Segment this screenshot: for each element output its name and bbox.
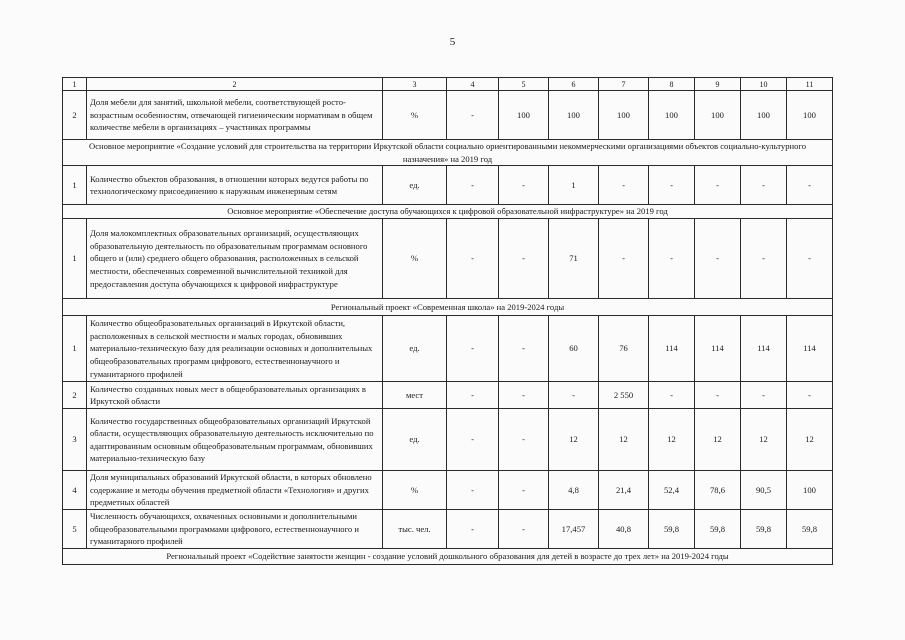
value-col-5: 100 bbox=[499, 91, 549, 140]
section-row bbox=[63, 299, 833, 316]
section-title: Основное мероприятие «Создание условий для строительства на территории Иркутской области социально ориентированными некоммерческими организациями объектов социально-культурного назначения» на 2019 год bbox=[63, 140, 833, 166]
table-row bbox=[63, 316, 833, 382]
indicator-name: Количество созданных новых мест в общеобразовательных организациях в Иркутской области bbox=[87, 382, 383, 409]
table-header-row bbox=[63, 78, 833, 91]
value-col-10: - bbox=[741, 382, 787, 409]
column-number-6: 6 bbox=[549, 78, 599, 91]
unit: ед. bbox=[383, 409, 447, 471]
value-col-6: 4,8 bbox=[549, 471, 599, 510]
value-col-4: - bbox=[447, 409, 499, 471]
value-col-4: - bbox=[447, 509, 499, 548]
column-number-7: 7 bbox=[599, 78, 649, 91]
row-number: 2 bbox=[63, 382, 87, 409]
section-row bbox=[63, 140, 833, 166]
section-title: Региональный проект «Современная школа» на 2019-2024 годы bbox=[63, 299, 833, 316]
indicator-name: Доля муниципальных образований Иркутской области, в которых обновлено содержание и методы обучения предметной области «Технология» и других предметных областей bbox=[87, 471, 383, 510]
table-row bbox=[63, 509, 833, 548]
value-col-5: - bbox=[499, 471, 549, 510]
value-col-4: - bbox=[447, 219, 499, 299]
value-col-4: - bbox=[447, 166, 499, 205]
value-col-4: - bbox=[447, 316, 499, 382]
value-col-10: - bbox=[741, 219, 787, 299]
value-col-10: 12 bbox=[741, 409, 787, 471]
value-col-11: 100 bbox=[787, 471, 833, 510]
unit: % bbox=[383, 219, 447, 299]
value-col-6: 17,457 bbox=[549, 509, 599, 548]
indicator-name: Количество объектов образования, в отношении которых ведутся работы по технологическому присоединению к наружным инженерным сетям bbox=[87, 166, 383, 205]
row-number: 1 bbox=[63, 166, 87, 205]
indicator-name: Количество общеобразовательных организаций в Иркутской области, расположенных в сельской местности и малых городах, обновивших материально-техническую базу для реализации основных и дополнительных общеобразовательных программ цифрового, естественнонаучного и гуманитарного профилей bbox=[87, 316, 383, 382]
value-col-10: 90,5 bbox=[741, 471, 787, 510]
value-col-5: - bbox=[499, 509, 549, 548]
section-title: Региональный проект «Содействие занятости женщин - создание условий дошкольного образования для детей в возрасте до трех лет» на 2019-2024 годы bbox=[63, 548, 833, 564]
value-col-10: 59,8 bbox=[741, 509, 787, 548]
value-col-10: 114 bbox=[741, 316, 787, 382]
value-col-11: 114 bbox=[787, 316, 833, 382]
value-col-8: 114 bbox=[649, 316, 695, 382]
value-col-5: - bbox=[499, 219, 549, 299]
value-col-11: - bbox=[787, 166, 833, 205]
column-number-5: 5 bbox=[499, 78, 549, 91]
table-row bbox=[63, 409, 833, 471]
value-col-4: - bbox=[447, 91, 499, 140]
value-col-8: 12 bbox=[649, 409, 695, 471]
value-col-6: 100 bbox=[549, 91, 599, 140]
value-col-9: 78,6 bbox=[695, 471, 741, 510]
row-number: 2 bbox=[63, 91, 87, 140]
table-row bbox=[63, 91, 833, 140]
value-col-7: 2 550 bbox=[599, 382, 649, 409]
value-col-5: - bbox=[499, 382, 549, 409]
value-col-5: - bbox=[499, 166, 549, 205]
value-col-10: - bbox=[741, 166, 787, 205]
value-col-7: 100 bbox=[599, 91, 649, 140]
value-col-7: 12 bbox=[599, 409, 649, 471]
value-col-6: 60 bbox=[549, 316, 599, 382]
value-col-10: 100 bbox=[741, 91, 787, 140]
value-col-5: - bbox=[499, 316, 549, 382]
column-number-2: 2 bbox=[87, 78, 383, 91]
value-col-9: 12 bbox=[695, 409, 741, 471]
table-row bbox=[63, 471, 833, 510]
table-row bbox=[63, 166, 833, 205]
value-col-9: - bbox=[695, 166, 741, 205]
value-col-11: 12 bbox=[787, 409, 833, 471]
value-col-9: 59,8 bbox=[695, 509, 741, 548]
unit: % bbox=[383, 471, 447, 510]
unit: мест bbox=[383, 382, 447, 409]
value-col-6: - bbox=[549, 382, 599, 409]
page-number: 5 bbox=[449, 36, 456, 48]
value-col-9: 100 bbox=[695, 91, 741, 140]
row-number: 5 bbox=[63, 509, 87, 548]
value-col-9: 114 bbox=[695, 316, 741, 382]
value-col-8: - bbox=[649, 166, 695, 205]
indicators-table bbox=[62, 77, 833, 565]
value-col-7: 21,4 bbox=[599, 471, 649, 510]
table-row bbox=[63, 219, 833, 299]
column-number-8: 8 bbox=[649, 78, 695, 91]
value-col-9: - bbox=[695, 382, 741, 409]
column-number-10: 10 bbox=[741, 78, 787, 91]
column-number-3: 3 bbox=[383, 78, 447, 91]
indicator-name: Доля мебели для занятий, школьной мебели, соответствующей росто-возрастным особенностям, отвечающей гигиеническим нормативам в общем количестве мебели в организациях – участниках программы bbox=[87, 91, 383, 140]
value-col-8: 52,4 bbox=[649, 471, 695, 510]
row-number: 3 bbox=[63, 409, 87, 471]
value-col-8: 100 bbox=[649, 91, 695, 140]
value-col-11: - bbox=[787, 382, 833, 409]
unit: % bbox=[383, 91, 447, 140]
unit: ед. bbox=[383, 166, 447, 205]
indicator-name: Количество государственных общеобразовательных организаций Иркутской области, осуществляющих образовательную деятельность исключительно по адаптированным основным общеобразовательным программам, обновивших материально-техническую базу bbox=[87, 409, 383, 471]
value-col-11: - bbox=[787, 219, 833, 299]
value-col-4: - bbox=[447, 471, 499, 510]
value-col-8: 59,8 bbox=[649, 509, 695, 548]
value-col-8: - bbox=[649, 382, 695, 409]
indicator-name: Доля малокомплектных образовательных организаций, осуществляющих образовательную деятельность по образовательным программам основного общего и (или) среднего общего образования, расположенных в сельской местности, обеспеченных современной вычислительной техникой для предоставления доступа обучающихся к цифровой инфраструктуре bbox=[87, 219, 383, 299]
row-number: 1 bbox=[63, 316, 87, 382]
value-col-4: - bbox=[447, 382, 499, 409]
column-number-4: 4 bbox=[447, 78, 499, 91]
value-col-9: - bbox=[695, 219, 741, 299]
value-col-8: - bbox=[649, 219, 695, 299]
column-number-9: 9 bbox=[695, 78, 741, 91]
value-col-6: 71 bbox=[549, 219, 599, 299]
column-number-11: 11 bbox=[787, 78, 833, 91]
value-col-7: 40,8 bbox=[599, 509, 649, 548]
value-col-11: 59,8 bbox=[787, 509, 833, 548]
value-col-11: 100 bbox=[787, 91, 833, 140]
indicator-name: Численность обучающихся, охваченных основными и дополнительными общеобразовательными программами цифрового, естественнонаучного и гуманитарного профилей bbox=[87, 509, 383, 548]
section-row bbox=[63, 548, 833, 564]
unit: ед. bbox=[383, 316, 447, 382]
value-col-6: 12 bbox=[549, 409, 599, 471]
section-row bbox=[63, 205, 833, 219]
section-title: Основное мероприятие «Обеспечение доступа обучающихся к цифровой образовательной инфраструктуре» на 2019 год bbox=[63, 205, 833, 219]
value-col-7: 76 bbox=[599, 316, 649, 382]
value-col-7: - bbox=[599, 219, 649, 299]
table-row bbox=[63, 382, 833, 409]
value-col-6: 1 bbox=[549, 166, 599, 205]
column-number-1: 1 bbox=[63, 78, 87, 91]
row-number: 4 bbox=[63, 471, 87, 510]
value-col-7: - bbox=[599, 166, 649, 205]
row-number: 1 bbox=[63, 219, 87, 299]
unit: тыс. чел. bbox=[383, 509, 447, 548]
value-col-5: - bbox=[499, 409, 549, 471]
